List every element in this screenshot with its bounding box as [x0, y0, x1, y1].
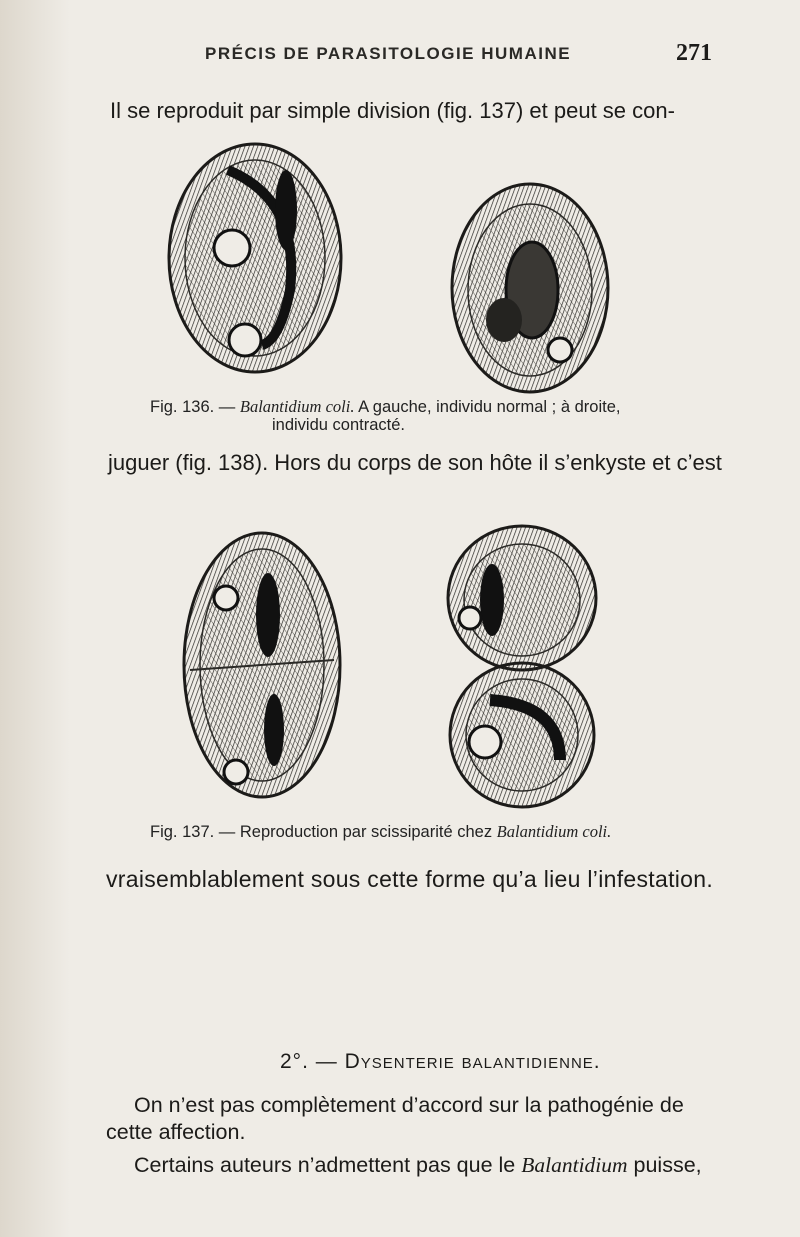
fig136-rest-1: A gauche, individu normal ; à droite, — [354, 398, 621, 416]
figure-137-caption — [150, 822, 611, 842]
para2-prefix: Certains auteurs n’admettent pas que le — [134, 1153, 522, 1177]
section-title: Dysenterie balantidienne. — [344, 1050, 601, 1073]
body-line-2: juguer (fig. 138). Hors du corps de son hôte il s’enkyste et c’est — [108, 450, 722, 475]
figure-137-illustration — [0, 520, 800, 810]
balantidium-normal-drawing — [169, 144, 341, 372]
section-heading — [280, 1050, 601, 1074]
balantidium-contracted-drawing — [452, 184, 608, 392]
figure-136-caption-line-1 — [150, 397, 620, 417]
page-number: 271 — [676, 40, 712, 66]
figure-136-illustration — [0, 140, 800, 400]
body-line-1: Il se reproduit par simple division (fig. 137) et peut se con- — [110, 98, 675, 123]
dividing-individual-left — [184, 533, 340, 797]
fig137-species: Balantidium coli. — [496, 822, 612, 841]
body-line-3: vraisemblablement sous cette forme qu’a lieu l’infestation. — [106, 866, 714, 892]
dividing-individual-right — [448, 526, 596, 807]
fig137-label: Fig. 137. — Reproduction par scissiparité chez — [150, 823, 497, 841]
fig136-label: Fig. 136. — — [150, 398, 240, 416]
running-title: PRÉCIS DE PARASITOLOGIE HUMAINE — [205, 44, 572, 63]
para2-suffix: puisse, — [627, 1153, 702, 1177]
fig136-species: Balantidium coli. — [239, 397, 355, 416]
body-line-5: cette affection. — [106, 1120, 246, 1144]
para2-italic: Balantidium — [521, 1153, 628, 1177]
body-line-4: On n’est pas complètement d’accord sur la pathogénie de — [134, 1093, 684, 1117]
section-number: 2°. — — [280, 1050, 338, 1073]
figure-136-caption-line-2: individu contracté. — [272, 416, 405, 434]
body-line-6 — [134, 1153, 734, 1178]
